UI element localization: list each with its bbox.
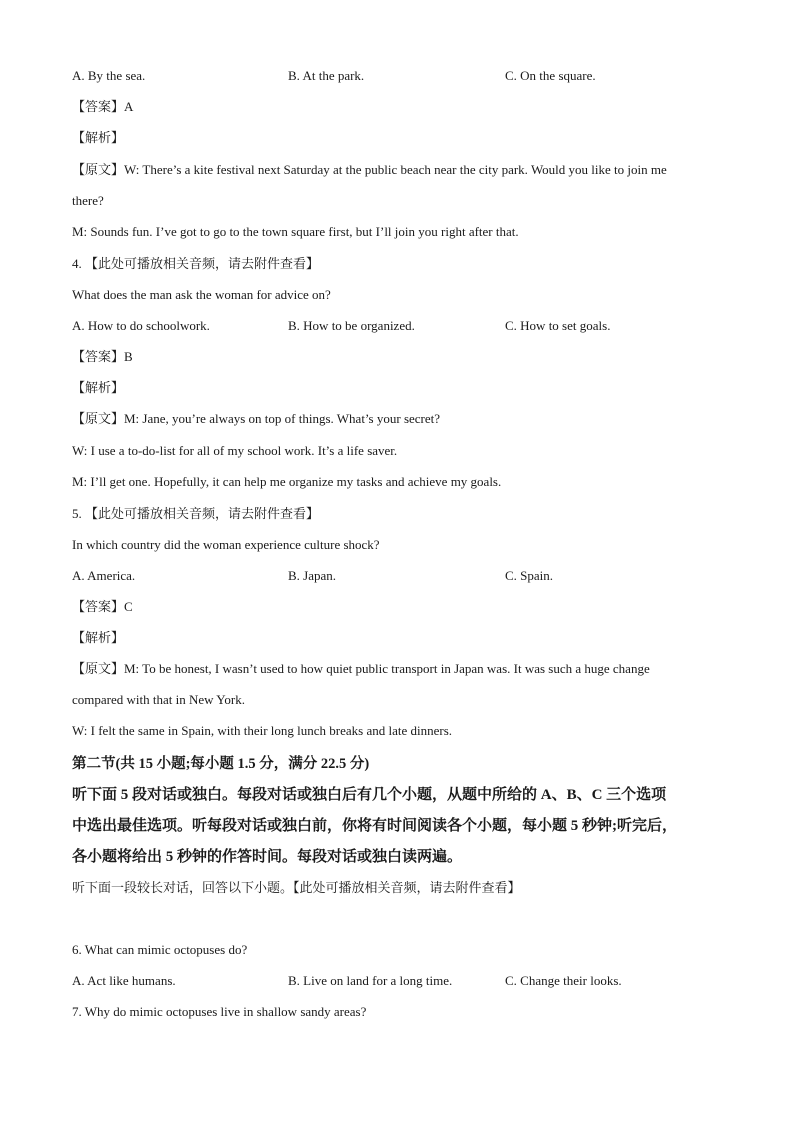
q4-option-c: C. How to set goals. — [505, 318, 611, 333]
q6-option-a: A. Act like humans. — [72, 973, 176, 988]
q6-option-b: B. Live on land for a long time. — [288, 973, 453, 988]
q4-option-b: B. How to be organized. — [288, 318, 415, 333]
section2-instructions-line: 各小题将给出 5 秒钟的作答时间。每段对话或独白读两遍。 — [72, 849, 463, 865]
q4-question: What does the man ask the woman for advice on? — [72, 287, 331, 302]
q4-option-a: A. How to do schoolwork. — [72, 318, 210, 333]
q3-answer: 【答案】A — [72, 99, 134, 114]
q3-transcript-line: there? — [72, 193, 104, 208]
section2-instructions-line: 中选出最佳选项。听每段对话或独白前，你将有时间阅读各个小题，每小题 5 秒钟;听完后， — [72, 818, 677, 834]
q5-question: In which country did the woman experience culture shock? — [72, 537, 380, 552]
q4-transcript-line: W: I use a to-do-list for all of my school work. It’s a life saver. — [72, 443, 398, 458]
q3-option-c: C. On the square. — [505, 68, 596, 83]
q5-option-b: B. Japan. — [288, 568, 337, 583]
q5-answer: 【答案】C — [72, 599, 133, 614]
q4-transcript-line: 【原文】M: Jane, you’re always on top of things. What’s your secret? — [72, 411, 441, 426]
q3-analysis-label: 【解析】 — [72, 130, 125, 145]
q5-transcript-line: 【原文】M: To be honest, I wasn’t used to how quiet public transport in Japan was. It was such a huge change — [72, 661, 650, 676]
q4-transcript-line: M: I’ll get one. Hopefully, it can help me organize my tasks and achieve my goals. — [72, 474, 502, 489]
section2-title: 第二节(共 15 小题;每小题 1.5 分，满分 22.5 分) — [72, 756, 370, 772]
q5-option-c: C. Spain. — [505, 568, 554, 583]
section2-instructions-line: 听下面 5 段对话或独白。每段对话或独白后有几个小题，从题中所给的 A、B、C 三个选项 — [72, 787, 667, 803]
q4-answer: 【答案】B — [72, 349, 133, 364]
q4-heading: 4. 【此处可播放相关音频，请去附件查看】 — [72, 256, 320, 271]
q5-option-a: A. America. — [72, 568, 136, 583]
q3-transcript-line: 【原文】W: There’s a kite festival next Saturday at the public beach near the city park. Would you like to join me — [72, 162, 667, 177]
q3-transcript-line: M: Sounds fun. I’ve got to go to the town square first, but I’ll join you right after that. — [72, 224, 519, 239]
q6-question: 6. What can mimic octopuses do? — [72, 942, 248, 957]
section2-intro: 听下面一段较长对话，回答以下小题。【此处可播放相关音频，请去附件查看】 — [72, 880, 521, 895]
q4-analysis-label: 【解析】 — [72, 380, 125, 395]
q5-transcript-line: compared with that in New York. — [72, 692, 245, 707]
q5-heading: 5. 【此处可播放相关音频，请去附件查看】 — [72, 506, 320, 521]
q5-analysis-label: 【解析】 — [72, 630, 125, 645]
q5-transcript-line: W: I felt the same in Spain, with their long lunch breaks and late dinners. — [72, 723, 453, 738]
q3-option-a: A. By the sea. — [72, 68, 146, 83]
q6-option-c: C. Change their looks. — [505, 973, 622, 988]
q7-question: 7. Why do mimic octopuses live in shallow sandy areas? — [72, 1004, 367, 1019]
q3-option-b: B. At the park. — [288, 68, 365, 83]
